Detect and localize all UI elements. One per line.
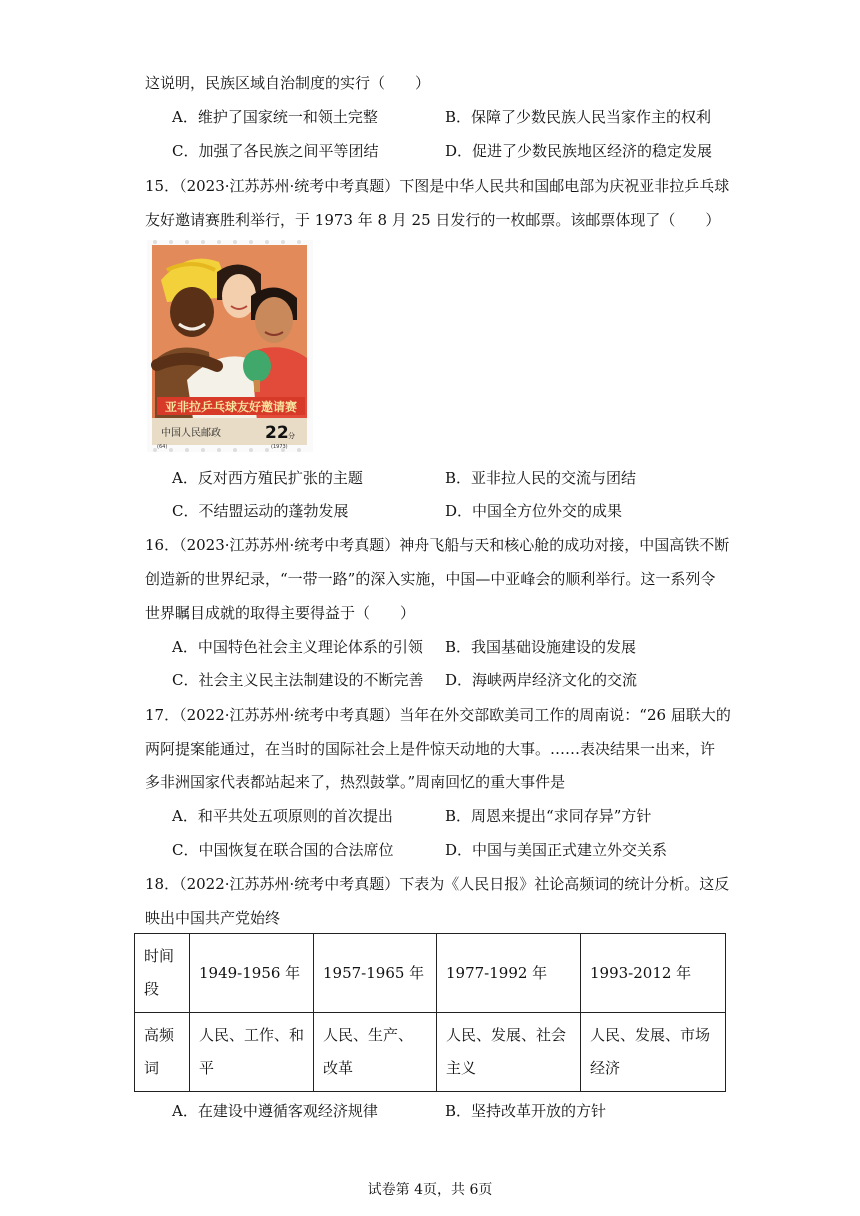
q18-stem-line-1: 18．（2022·江苏苏州·统考中考真题）下表为《人民日报》社论高频词的统计分析。这反 [145, 875, 730, 893]
table-cell: 1949-1956 年 [190, 934, 314, 1013]
q15-stem-line-1: 15．（2023·江苏苏州·统考中考真题）下图是中华人民共和国邮电部为庆祝亚非拉乒乓球 [145, 177, 730, 195]
table-cell: 人民、工作、和平 [190, 1013, 314, 1092]
q17-option-c[interactable]: C．中国恢复在联合国的合法席位 [172, 841, 394, 859]
q17-stem-line-3: 多非洲国家代表都站起来了，热烈鼓掌。”周南回忆的重大事件是 [145, 773, 566, 791]
q16-option-a[interactable]: A．中国特色社会主义理论体系的引领 [172, 638, 423, 656]
q16-stem-line-3: 世界瞩目成就的取得主要得益于（ ） [145, 604, 416, 622]
table-header-cell: 高频词 [135, 1013, 190, 1092]
table-row-words [135, 1013, 726, 1092]
table-cell: 1957-1965 年 [314, 934, 437, 1013]
q17-stem-line-1: 17．（2022·江苏苏州·统考中考真题）当年在外交部欧美司工作的周南说：“26 届联大的 [145, 706, 731, 724]
q17-stem-line-2: 两阿提案能通过，在当时的国际社会上是件惊天动地的大事。……表决结果一出来，许 [145, 740, 716, 758]
q18-option-a[interactable]: A．在建设中遵循客观经济规律 [172, 1102, 378, 1120]
table-cell: 1993-2012 年 [581, 934, 726, 1013]
stamp-code-right: (1973) [271, 444, 288, 450]
q15-stem-line-2: 友好邀请赛胜利举行，于 1973 年 8 月 25 日发行的一枚邮票。该邮票体现了（ ） [145, 211, 721, 229]
table-row-period [135, 934, 726, 1013]
table-cell: 人民、发展、市场经济 [581, 1013, 726, 1092]
q17-option-b[interactable]: B．周恩来提出“求同存异”方针 [445, 807, 652, 825]
q14-option-b[interactable]: B．保障了少数民族人民当家作主的权利 [445, 108, 712, 126]
q16-option-d[interactable]: D．海峡两岸经济文化的交流 [445, 671, 638, 689]
q17-option-a[interactable]: A．和平共处五项原则的首次提出 [172, 807, 393, 825]
q14-option-c[interactable]: C．加强了各民族之间平等团结 [172, 142, 379, 160]
q18-stem-line-2: 映出中国共产党始终 [145, 909, 281, 927]
q14-stem: 这说明，民族区域自治制度的实行（ ） [145, 74, 431, 92]
high-frequency-words-table [134, 933, 726, 1092]
ping-pong-stamp-image [147, 240, 313, 452]
table-header-cell: 时间段 [135, 934, 190, 1013]
q15-option-b[interactable]: B．亚非拉人民的交流与团结 [445, 469, 637, 487]
q17-option-d[interactable]: D．中国与美国正式建立外交关系 [445, 841, 668, 859]
table-cell: 人民、生产、改革 [314, 1013, 437, 1092]
stamp-unit-text: 分 [288, 432, 295, 440]
stamp-value-text: 22 [265, 423, 289, 443]
q15-option-c[interactable]: C．不结盟运动的蓬勃发展 [172, 502, 349, 520]
stamp-code-left: (64) [157, 444, 168, 450]
q18-option-b[interactable]: B．坚持改革开放的方针 [445, 1102, 607, 1120]
q14-option-a[interactable]: A．维护了国家统一和领土完整 [172, 108, 378, 126]
q16-option-b[interactable]: B．我国基础设施建设的发展 [445, 638, 637, 656]
page-footer: 试卷第 4页，共 6页 [367, 1182, 493, 1198]
stamp-banner-text: 亚非拉乒乓球友好邀请赛 [164, 400, 298, 414]
stamp-issuer-text: 中国人民邮政 [161, 428, 221, 439]
q16-option-c[interactable]: C．社会主义民主法制建设的不断完善 [172, 671, 424, 689]
table-cell: 1977-1992 年 [437, 934, 581, 1013]
table-cell: 人民、发展、社会主义 [437, 1013, 581, 1092]
q15-option-a[interactable]: A．反对西方殖民扩张的主题 [172, 469, 363, 487]
q16-stem-line-1: 16．（2023·江苏苏州·统考中考真题）神舟飞船与天和核心舱的成功对接，中国高铁不断 [145, 536, 730, 554]
q15-option-d[interactable]: D．中国全方位外交的成果 [445, 502, 623, 520]
q14-option-d[interactable]: D．促进了少数民族地区经济的稳定发展 [445, 142, 713, 160]
q16-stem-line-2: 创造新的世界纪录，“一带一路”的深入实施，中国—中亚峰会的顺利举行。这一系列令 [145, 570, 716, 588]
